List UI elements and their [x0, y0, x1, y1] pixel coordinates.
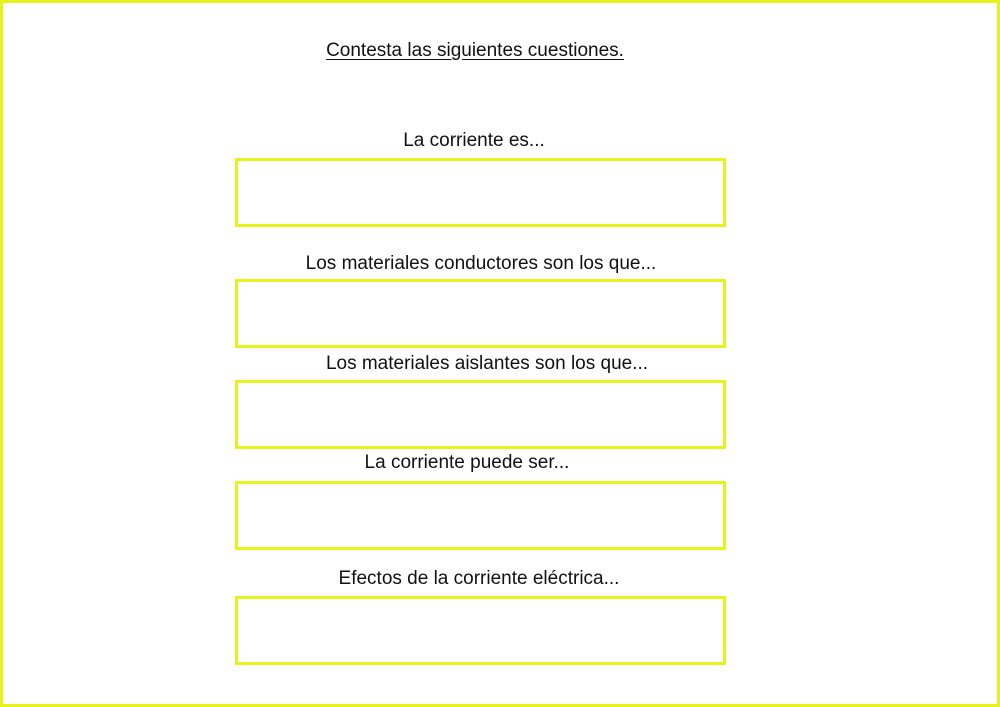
question-label-conductores: Los materiales conductores son los que... [305, 253, 657, 274]
question-label-efectos: Efectos de la corriente eléctrica... [338, 568, 620, 589]
question-label-aislantes: Los materiales aislantes son los que... [325, 353, 649, 374]
answer-box-efectos[interactable] [235, 596, 726, 665]
answer-box-corriente[interactable] [235, 158, 726, 227]
page-title: Contesta las siguientes cuestiones. [326, 40, 624, 61]
answer-box-conductores[interactable] [235, 279, 726, 348]
question-label-corriente: La corriente es... [403, 130, 545, 151]
answer-box-aislantes[interactable] [235, 380, 726, 449]
answer-box-tipos-corriente[interactable] [235, 481, 726, 550]
question-label-tipos-corriente: La corriente puede ser... [364, 452, 570, 473]
